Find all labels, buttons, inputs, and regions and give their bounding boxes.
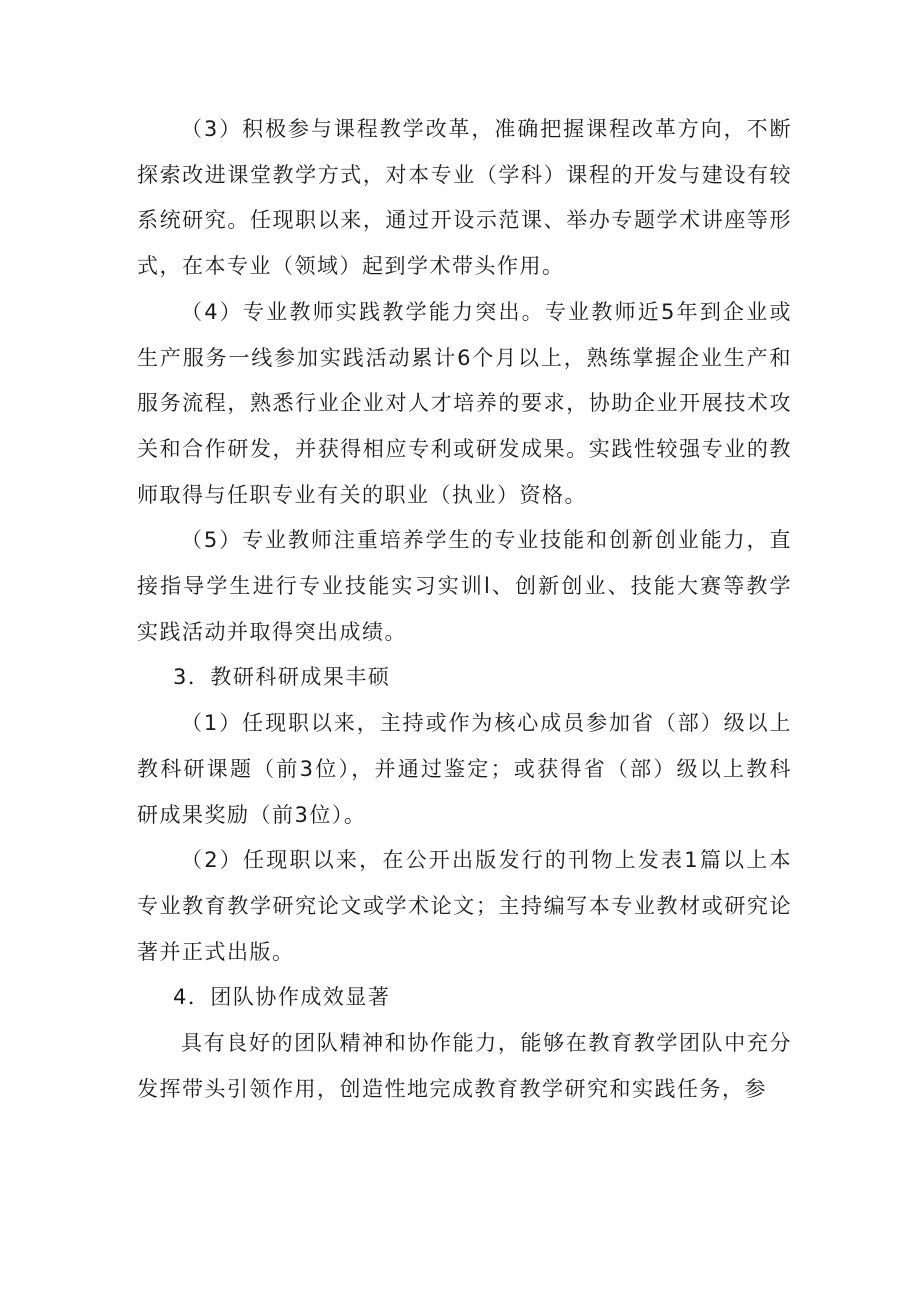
paragraph-item-5: （5）专业教师注重培养学生的专业技能和创新创业能力，直接指导学生进行专业技能实习实训l、创新创业、技能大赛等教学实践活动并取得突出成绩。 (137, 528, 792, 644)
paragraph-item-4: （4）专业教师实践教学能力突出。专业教师近5年到企业或生产服务一线参加实践活动累计6个月以上，熟练掌握企业生产和服务流程，熟悉行业企业对人才培养的要求，协助企业开展技术攻关和合作研发，并获得相应专利或研发成果。实践性较强专业的教师取得与任职专业有关的职业（执业）资格。 (137, 299, 792, 507)
paragraph-research-2: （2）任现职以来，在公开出版发行的刊物上发表1篇以上本专业教育教学研究论文或学术论文；主持编写本专业教材或研究论著并正式出版。 (137, 848, 792, 964)
paragraph-research-1: （1）任现职以来，主持或作为核心成员参加省（部）级以上教科研课题（前3位），并通过鉴定；或获得省（部）级以上教科研成果奖励（前3位）。 (137, 711, 792, 827)
paragraph-teamwork: 具有良好的团队精神和协作能力，能够在教育教学团队中充分发挥带头引领作用，创造性地完成教育教学研究和实践任务，参 (137, 1031, 792, 1101)
document-body (137, 107, 792, 1112)
section-heading-4: 4．团队协作成效显著 (173, 985, 391, 1010)
section-heading-3: 3．教研科研成果丰硕 (173, 665, 391, 690)
paragraph-item-3: （3）积极参与课程教学改革，准确把握课程改革方向，不断探索改进课堂教学方式，对本专业（学科）课程的开发与建设有较系统研究。任现职以来，通过开设示范课、举办专题学术讲座等形式，在本专业（领域）起到学术带头作用。 (137, 117, 792, 279)
